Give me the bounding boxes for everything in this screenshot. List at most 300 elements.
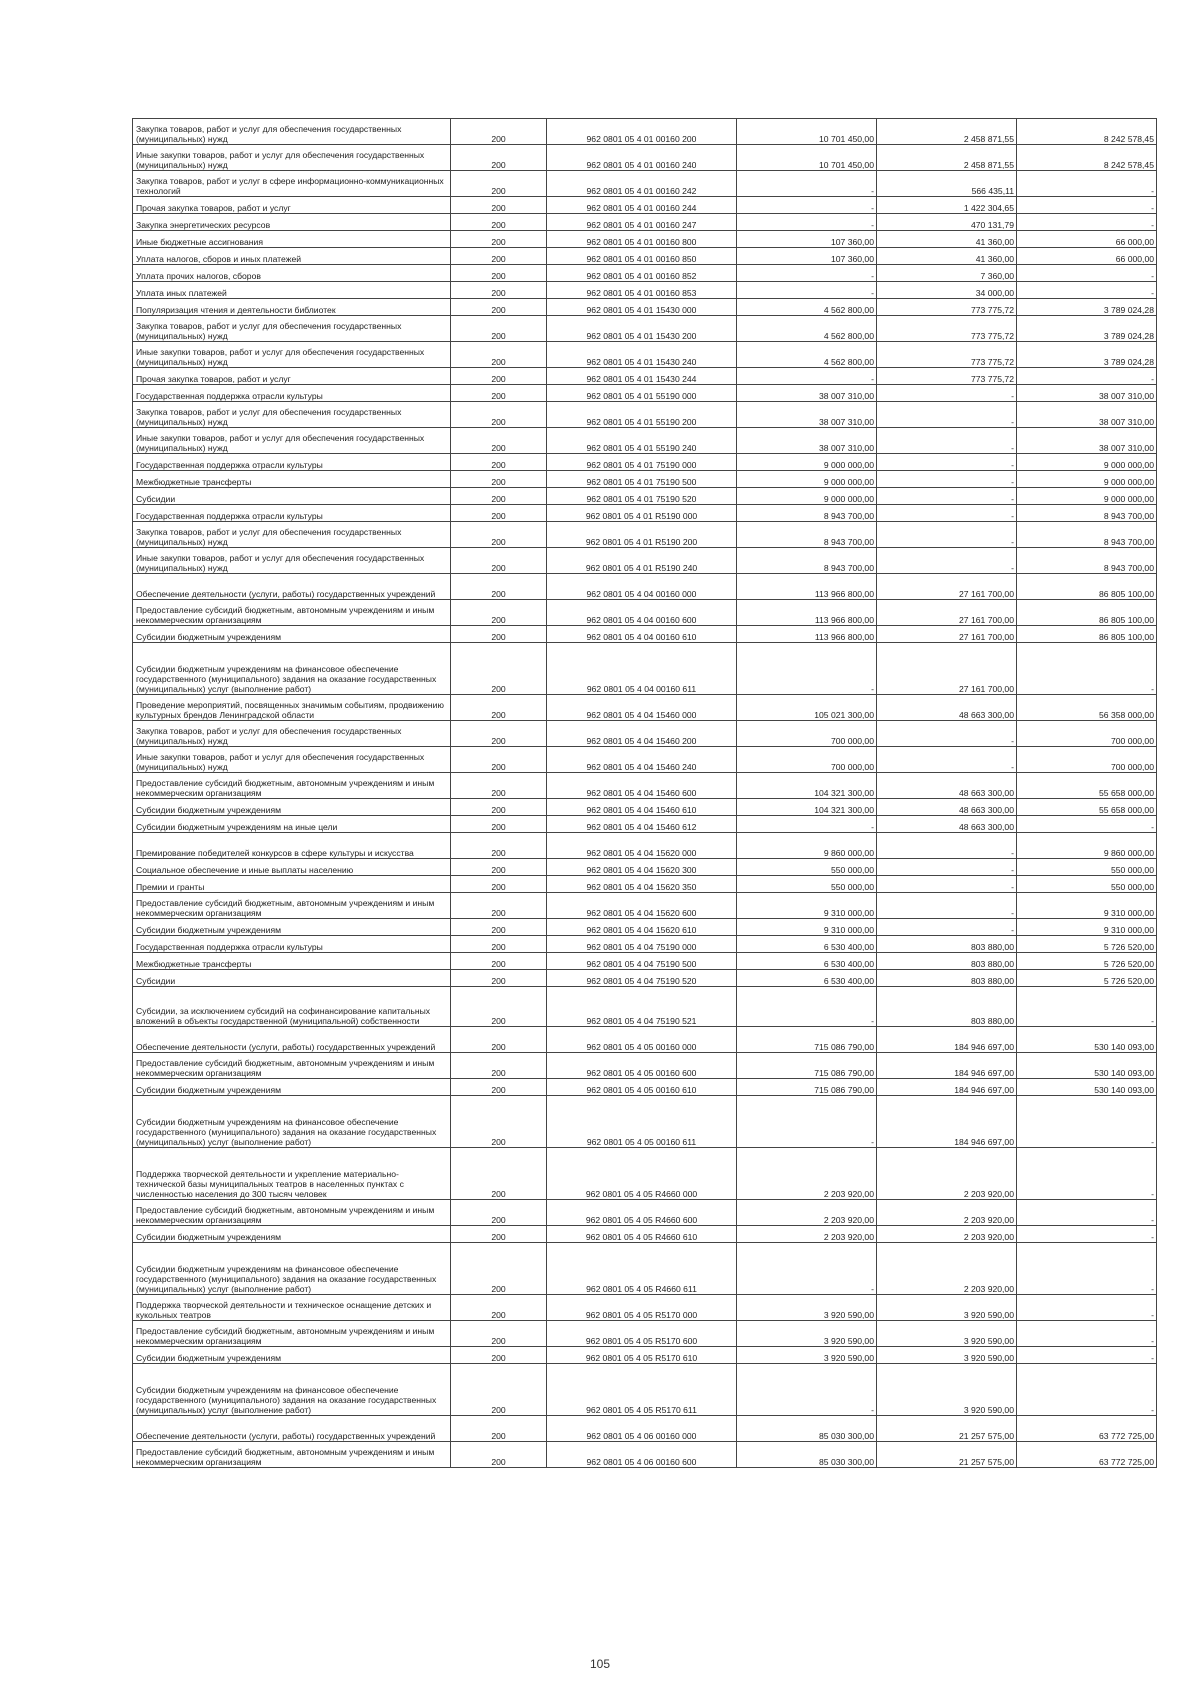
table-row [133, 816, 1157, 833]
table-row [133, 859, 1157, 876]
row-name-cell: Предоставление субсидий бюджетным, автономным учреждениям и иным некоммерческим организациям [133, 1200, 451, 1226]
row-line-code-cell: 200 [451, 385, 547, 402]
row-executed-cell: - [877, 454, 1017, 471]
row-approved-cell: 38 007 310,00 [737, 428, 877, 454]
row-unexecuted-cell: 530 140 093,00 [1017, 1053, 1157, 1079]
row-line-code-cell: 200 [451, 1416, 547, 1442]
row-budget-code-cell: 962 0801 05 4 04 15460 610 [547, 799, 737, 816]
row-name-cell: Закупка товаров, работ и услуг в сфере информационно-коммуникационных технологий [133, 171, 451, 197]
row-line-code-cell: 200 [451, 970, 547, 987]
row-unexecuted-cell: 530 140 093,00 [1017, 1027, 1157, 1053]
row-executed-cell: - [877, 747, 1017, 773]
row-name-cell: Субсидии [133, 488, 451, 505]
row-unexecuted-cell: 8 242 578,45 [1017, 145, 1157, 171]
row-budget-code-cell: 962 0801 05 4 01 00160 244 [547, 197, 737, 214]
row-line-code-cell: 200 [451, 428, 547, 454]
row-executed-cell: 2 203 920,00 [877, 1226, 1017, 1243]
row-line-code-cell: 200 [451, 643, 547, 695]
row-budget-code-cell: 962 0801 05 4 05 R4660 000 [547, 1148, 737, 1200]
row-name-cell: Предоставление субсидий бюджетным, автономным учреждениям и иным некоммерческим организациям [133, 893, 451, 919]
table-row [133, 626, 1157, 643]
row-executed-cell: 773 775,72 [877, 342, 1017, 368]
row-executed-cell: 184 946 697,00 [877, 1096, 1017, 1148]
row-budget-code-cell: 962 0801 05 4 05 00160 600 [547, 1053, 737, 1079]
row-name-cell: Обеспечение деятельности (услуги, работы) государственных учреждений [133, 574, 451, 600]
table-row [133, 1321, 1157, 1347]
row-approved-cell: 550 000,00 [737, 859, 877, 876]
row-budget-code-cell: 962 0801 05 4 01 55190 200 [547, 402, 737, 428]
row-unexecuted-cell: 86 805 100,00 [1017, 574, 1157, 600]
row-executed-cell: 3 920 590,00 [877, 1364, 1017, 1416]
table-row [133, 833, 1157, 859]
row-unexecuted-cell: 86 805 100,00 [1017, 626, 1157, 643]
row-approved-cell: 38 007 310,00 [737, 385, 877, 402]
row-approved-cell: 85 030 300,00 [737, 1442, 877, 1468]
row-name-cell: Закупка товаров, работ и услуг для обеспечения государственных (муниципальных) нужд [133, 119, 451, 145]
row-unexecuted-cell: - [1017, 1096, 1157, 1148]
row-unexecuted-cell: 5 726 520,00 [1017, 953, 1157, 970]
row-line-code-cell: 200 [451, 505, 547, 522]
row-name-cell: Проведение мероприятий, посвященных значимым событиям, продвижению культурных брендов Ленинградской области [133, 695, 451, 721]
row-approved-cell: - [737, 1096, 877, 1148]
row-unexecuted-cell: 55 658 000,00 [1017, 799, 1157, 816]
row-executed-cell: 48 663 300,00 [877, 799, 1017, 816]
row-approved-cell: 113 966 800,00 [737, 600, 877, 626]
row-line-code-cell: 200 [451, 859, 547, 876]
row-name-cell: Социальное обеспечение и иные выплаты населению [133, 859, 451, 876]
row-approved-cell: 9 000 000,00 [737, 471, 877, 488]
row-approved-cell: 3 920 590,00 [737, 1347, 877, 1364]
row-executed-cell: 2 203 920,00 [877, 1148, 1017, 1200]
table-row [133, 1053, 1157, 1079]
table-row [133, 316, 1157, 342]
row-approved-cell: 104 321 300,00 [737, 799, 877, 816]
row-line-code-cell: 200 [451, 626, 547, 643]
row-executed-cell: - [877, 522, 1017, 548]
row-unexecuted-cell: 9 000 000,00 [1017, 471, 1157, 488]
row-unexecuted-cell: - [1017, 368, 1157, 385]
row-line-code-cell: 200 [451, 316, 547, 342]
row-name-cell: Популяризация чтения и деятельности библиотек [133, 299, 451, 316]
row-approved-cell: 2 203 920,00 [737, 1148, 877, 1200]
row-approved-cell: 715 086 790,00 [737, 1053, 877, 1079]
table-row [133, 876, 1157, 893]
row-name-cell: Премирование победителей конкурсов в сфере культуры и искусства [133, 833, 451, 859]
row-executed-cell: 41 360,00 [877, 248, 1017, 265]
table-row [133, 643, 1157, 695]
table-row [133, 145, 1157, 171]
row-budget-code-cell: 962 0801 05 4 04 15460 000 [547, 695, 737, 721]
row-unexecuted-cell: - [1017, 214, 1157, 231]
row-approved-cell: 715 086 790,00 [737, 1079, 877, 1096]
table-row [133, 505, 1157, 522]
row-line-code-cell: 200 [451, 1226, 547, 1243]
row-budget-code-cell: 962 0801 05 4 06 00160 600 [547, 1442, 737, 1468]
row-executed-cell: 184 946 697,00 [877, 1027, 1017, 1053]
row-line-code-cell: 200 [451, 231, 547, 248]
row-executed-cell: 27 161 700,00 [877, 574, 1017, 600]
row-executed-cell: 2 458 871,55 [877, 119, 1017, 145]
row-name-cell: Предоставление субсидий бюджетным, автономным учреждениям и иным некоммерческим организациям [133, 600, 451, 626]
row-approved-cell: 4 562 800,00 [737, 299, 877, 316]
row-unexecuted-cell: 8 943 700,00 [1017, 522, 1157, 548]
row-executed-cell: 470 131,79 [877, 214, 1017, 231]
table-row [133, 936, 1157, 953]
table-row [133, 231, 1157, 248]
table-row [133, 574, 1157, 600]
row-unexecuted-cell: - [1017, 643, 1157, 695]
row-budget-code-cell: 962 0801 05 4 06 00160 000 [547, 1416, 737, 1442]
row-executed-cell: 27 161 700,00 [877, 626, 1017, 643]
row-approved-cell: 3 920 590,00 [737, 1295, 877, 1321]
row-name-cell: Уплата налогов, сборов и иных платежей [133, 248, 451, 265]
table-row [133, 799, 1157, 816]
table-row [133, 721, 1157, 747]
row-line-code-cell: 200 [451, 214, 547, 231]
table-row [133, 747, 1157, 773]
row-approved-cell: 9 310 000,00 [737, 919, 877, 936]
row-name-cell: Иные закупки товаров, работ и услуг для обеспечения государственных (муниципальных) нужд [133, 145, 451, 171]
row-line-code-cell: 200 [451, 471, 547, 488]
row-budget-code-cell: 962 0801 05 4 05 R5170 611 [547, 1364, 737, 1416]
row-name-cell: Закупка товаров, работ и услуг для обеспечения государственных (муниципальных) нужд [133, 402, 451, 428]
table-row [133, 214, 1157, 231]
row-budget-code-cell: 962 0801 05 4 04 75190 520 [547, 970, 737, 987]
table-row [133, 402, 1157, 428]
row-approved-cell: - [737, 368, 877, 385]
row-name-cell: Предоставление субсидий бюджетным, автономным учреждениям и иным некоммерческим организациям [133, 1442, 451, 1468]
budget-execution-table [132, 118, 1157, 1468]
row-approved-cell: 10 701 450,00 [737, 145, 877, 171]
table-row [133, 385, 1157, 402]
row-budget-code-cell: 962 0801 05 4 05 R4660 600 [547, 1200, 737, 1226]
row-approved-cell: - [737, 171, 877, 197]
row-executed-cell: 184 946 697,00 [877, 1079, 1017, 1096]
row-executed-cell: - [877, 505, 1017, 522]
row-unexecuted-cell: 66 000,00 [1017, 248, 1157, 265]
row-line-code-cell: 200 [451, 816, 547, 833]
row-unexecuted-cell: - [1017, 1226, 1157, 1243]
row-executed-cell: - [877, 548, 1017, 574]
row-executed-cell: 773 775,72 [877, 368, 1017, 385]
row-approved-cell: 113 966 800,00 [737, 574, 877, 600]
row-approved-cell: 38 007 310,00 [737, 402, 877, 428]
row-approved-cell: 9 000 000,00 [737, 454, 877, 471]
row-approved-cell: 9 310 000,00 [737, 893, 877, 919]
row-unexecuted-cell: 66 000,00 [1017, 231, 1157, 248]
row-approved-cell: 700 000,00 [737, 747, 877, 773]
row-budget-code-cell: 962 0801 05 4 04 15460 240 [547, 747, 737, 773]
row-unexecuted-cell: 550 000,00 [1017, 859, 1157, 876]
table-body [133, 119, 1157, 1468]
row-executed-cell: 27 161 700,00 [877, 600, 1017, 626]
row-executed-cell: 48 663 300,00 [877, 816, 1017, 833]
row-budget-code-cell: 962 0801 05 4 04 00160 610 [547, 626, 737, 643]
row-approved-cell: 107 360,00 [737, 231, 877, 248]
row-name-cell: Прочая закупка товаров, работ и услуг [133, 197, 451, 214]
row-budget-code-cell: 962 0801 05 4 01 00160 200 [547, 119, 737, 145]
row-unexecuted-cell: 530 140 093,00 [1017, 1079, 1157, 1096]
row-unexecuted-cell: 700 000,00 [1017, 747, 1157, 773]
row-budget-code-cell: 962 0801 05 4 04 15620 600 [547, 893, 737, 919]
row-executed-cell: 803 880,00 [877, 987, 1017, 1027]
row-unexecuted-cell: 38 007 310,00 [1017, 402, 1157, 428]
row-budget-code-cell: 962 0801 05 4 05 R4660 611 [547, 1243, 737, 1295]
row-name-cell: Субсидии бюджетным учреждениям [133, 1347, 451, 1364]
row-budget-code-cell: 962 0801 05 4 05 R4660 610 [547, 1226, 737, 1243]
row-executed-cell: 41 360,00 [877, 231, 1017, 248]
row-line-code-cell: 200 [451, 1027, 547, 1053]
row-executed-cell: 803 880,00 [877, 936, 1017, 953]
row-approved-cell: 4 562 800,00 [737, 342, 877, 368]
row-line-code-cell: 200 [451, 747, 547, 773]
table-row [133, 919, 1157, 936]
row-approved-cell: - [737, 987, 877, 1027]
row-name-cell: Субсидии бюджетным учреждениям [133, 626, 451, 643]
table-row [133, 368, 1157, 385]
row-executed-cell: 3 920 590,00 [877, 1321, 1017, 1347]
row-line-code-cell: 200 [451, 773, 547, 799]
row-name-cell: Закупка энергетических ресурсов [133, 214, 451, 231]
row-executed-cell: 48 663 300,00 [877, 695, 1017, 721]
row-name-cell: Субсидии [133, 970, 451, 987]
row-unexecuted-cell: 56 358 000,00 [1017, 695, 1157, 721]
row-executed-cell: - [877, 919, 1017, 936]
row-executed-cell: - [877, 721, 1017, 747]
row-line-code-cell: 200 [451, 368, 547, 385]
row-approved-cell: 3 920 590,00 [737, 1321, 877, 1347]
row-unexecuted-cell: - [1017, 987, 1157, 1027]
row-approved-cell: 104 321 300,00 [737, 773, 877, 799]
row-executed-cell: - [877, 488, 1017, 505]
row-unexecuted-cell: 3 789 024,28 [1017, 299, 1157, 316]
row-executed-cell: 3 920 590,00 [877, 1347, 1017, 1364]
table-row [133, 299, 1157, 316]
row-unexecuted-cell: 9 000 000,00 [1017, 488, 1157, 505]
row-line-code-cell: 200 [451, 248, 547, 265]
row-name-cell: Субсидии бюджетным учреждениям [133, 799, 451, 816]
row-approved-cell: 8 943 700,00 [737, 548, 877, 574]
row-approved-cell: - [737, 214, 877, 231]
row-budget-code-cell: 962 0801 05 4 04 15620 610 [547, 919, 737, 936]
row-budget-code-cell: 962 0801 05 4 04 15620 000 [547, 833, 737, 859]
row-line-code-cell: 200 [451, 454, 547, 471]
table-row [133, 248, 1157, 265]
row-name-cell: Субсидии бюджетным учреждениям на иные цели [133, 816, 451, 833]
row-line-code-cell: 200 [451, 1364, 547, 1416]
table-row [133, 1079, 1157, 1096]
row-name-cell: Закупка товаров, работ и услуг для обеспечения государственных (муниципальных) нужд [133, 522, 451, 548]
row-budget-code-cell: 962 0801 05 4 05 R5170 600 [547, 1321, 737, 1347]
row-line-code-cell: 200 [451, 402, 547, 428]
row-line-code-cell: 200 [451, 1148, 547, 1200]
row-name-cell: Субсидии бюджетным учреждениям [133, 919, 451, 936]
row-name-cell: Обеспечение деятельности (услуги, работы) государственных учреждений [133, 1416, 451, 1442]
row-name-cell: Субсидии бюджетным учреждениям на финансовое обеспечение государственного (муниципального) задания на оказание государственных (муниципальных) услуг (выполнение работ) [133, 643, 451, 695]
row-approved-cell: - [737, 265, 877, 282]
row-executed-cell: 803 880,00 [877, 953, 1017, 970]
row-budget-code-cell: 962 0801 05 4 04 15620 300 [547, 859, 737, 876]
row-approved-cell: - [737, 643, 877, 695]
row-line-code-cell: 200 [451, 1442, 547, 1468]
table-row [133, 893, 1157, 919]
table-row [133, 1295, 1157, 1321]
row-line-code-cell: 200 [451, 987, 547, 1027]
row-unexecuted-cell: 8 242 578,45 [1017, 119, 1157, 145]
row-budget-code-cell: 962 0801 05 4 01 00160 800 [547, 231, 737, 248]
row-unexecuted-cell: - [1017, 1200, 1157, 1226]
row-budget-code-cell: 962 0801 05 4 04 75190 000 [547, 936, 737, 953]
table-row [133, 1442, 1157, 1468]
table-row [133, 1243, 1157, 1295]
row-budget-code-cell: 962 0801 05 4 01 00160 850 [547, 248, 737, 265]
row-unexecuted-cell: 38 007 310,00 [1017, 428, 1157, 454]
table-row [133, 454, 1157, 471]
table-row [133, 1148, 1157, 1200]
row-executed-cell: - [877, 385, 1017, 402]
row-line-code-cell: 200 [451, 1295, 547, 1321]
row-executed-cell: - [877, 859, 1017, 876]
row-executed-cell: - [877, 876, 1017, 893]
row-approved-cell: 8 943 700,00 [737, 522, 877, 548]
row-budget-code-cell: 962 0801 05 4 01 00160 852 [547, 265, 737, 282]
row-line-code-cell: 200 [451, 171, 547, 197]
table-row [133, 1226, 1157, 1243]
row-line-code-cell: 200 [451, 299, 547, 316]
row-line-code-cell: 200 [451, 548, 547, 574]
table-row [133, 282, 1157, 299]
table-row [133, 471, 1157, 488]
table-row [133, 987, 1157, 1027]
row-unexecuted-cell: 8 943 700,00 [1017, 505, 1157, 522]
row-executed-cell: 2 458 871,55 [877, 145, 1017, 171]
row-name-cell: Предоставление субсидий бюджетным, автономным учреждениям и иным некоммерческим организациям [133, 1053, 451, 1079]
row-approved-cell: 6 530 400,00 [737, 953, 877, 970]
row-name-cell: Уплата прочих налогов, сборов [133, 265, 451, 282]
row-approved-cell: 6 530 400,00 [737, 936, 877, 953]
row-line-code-cell: 200 [451, 721, 547, 747]
row-line-code-cell: 200 [451, 893, 547, 919]
page-number: 105 [589, 1657, 611, 1671]
row-unexecuted-cell: - [1017, 282, 1157, 299]
row-budget-code-cell: 962 0801 05 4 04 15460 200 [547, 721, 737, 747]
row-executed-cell: 21 257 575,00 [877, 1442, 1017, 1468]
row-name-cell: Субсидии, за исключением субсидий на софинансирование капитальных вложений в объекты государственной (муниципальной) собственности [133, 987, 451, 1027]
row-line-code-cell: 200 [451, 522, 547, 548]
row-name-cell: Субсидии бюджетным учреждениям [133, 1226, 451, 1243]
table-row [133, 428, 1157, 454]
row-line-code-cell: 200 [451, 799, 547, 816]
row-name-cell: Закупка товаров, работ и услуг для обеспечения государственных (муниципальных) нужд [133, 721, 451, 747]
row-unexecuted-cell: 5 726 520,00 [1017, 970, 1157, 987]
row-line-code-cell: 200 [451, 1053, 547, 1079]
row-unexecuted-cell: 63 772 725,00 [1017, 1442, 1157, 1468]
row-unexecuted-cell: - [1017, 1364, 1157, 1416]
table-row [133, 171, 1157, 197]
row-budget-code-cell: 962 0801 05 4 04 75190 521 [547, 987, 737, 1027]
row-budget-code-cell: 962 0801 05 4 01 00160 247 [547, 214, 737, 231]
table-row [133, 600, 1157, 626]
row-name-cell: Государственная поддержка отрасли культуры [133, 454, 451, 471]
table-row [133, 488, 1157, 505]
row-approved-cell: 700 000,00 [737, 721, 877, 747]
row-name-cell: Премии и гранты [133, 876, 451, 893]
row-budget-code-cell: 962 0801 05 4 01 75190 520 [547, 488, 737, 505]
row-line-code-cell: 200 [451, 265, 547, 282]
row-name-cell: Предоставление субсидий бюджетным, автономным учреждениям и иным некоммерческим организациям [133, 773, 451, 799]
row-executed-cell: - [877, 893, 1017, 919]
table-row [133, 265, 1157, 282]
row-approved-cell: 105 021 300,00 [737, 695, 877, 721]
row-budget-code-cell: 962 0801 05 4 01 00160 853 [547, 282, 737, 299]
row-approved-cell: 9 000 000,00 [737, 488, 877, 505]
row-name-cell: Субсидии бюджетным учреждениям [133, 1079, 451, 1096]
row-line-code-cell: 200 [451, 197, 547, 214]
row-line-code-cell: 200 [451, 876, 547, 893]
row-executed-cell: 566 435,11 [877, 171, 1017, 197]
row-budget-code-cell: 962 0801 05 4 01 R5190 200 [547, 522, 737, 548]
row-budget-code-cell: 962 0801 05 4 04 00160 000 [547, 574, 737, 600]
row-budget-code-cell: 962 0801 05 4 04 00160 600 [547, 600, 737, 626]
row-executed-cell: 184 946 697,00 [877, 1053, 1017, 1079]
row-unexecuted-cell: 8 943 700,00 [1017, 548, 1157, 574]
row-line-code-cell: 200 [451, 1347, 547, 1364]
row-name-cell: Субсидии бюджетным учреждениям на финансовое обеспечение государственного (муниципального) задания на оказание государственных (муниципальных) услуг (выполнение работ) [133, 1096, 451, 1148]
row-budget-code-cell: 962 0801 05 4 01 55190 000 [547, 385, 737, 402]
row-line-code-cell: 200 [451, 488, 547, 505]
row-executed-cell: 7 360,00 [877, 265, 1017, 282]
table-row [133, 1416, 1157, 1442]
row-name-cell: Закупка товаров, работ и услуг для обеспечения государственных (муниципальных) нужд [133, 316, 451, 342]
table-row [133, 695, 1157, 721]
row-approved-cell: - [737, 816, 877, 833]
row-approved-cell: 9 860 000,00 [737, 833, 877, 859]
row-executed-cell: 1 422 304,65 [877, 197, 1017, 214]
row-line-code-cell: 200 [451, 936, 547, 953]
table-row [133, 773, 1157, 799]
row-approved-cell: 550 000,00 [737, 876, 877, 893]
row-executed-cell: 773 775,72 [877, 299, 1017, 316]
row-unexecuted-cell: 38 007 310,00 [1017, 385, 1157, 402]
row-budget-code-cell: 962 0801 05 4 01 00160 242 [547, 171, 737, 197]
row-line-code-cell: 200 [451, 953, 547, 970]
row-budget-code-cell: 962 0801 05 4 04 75190 500 [547, 953, 737, 970]
row-unexecuted-cell: - [1017, 1243, 1157, 1295]
row-executed-cell: 21 257 575,00 [877, 1416, 1017, 1442]
row-budget-code-cell: 962 0801 05 4 01 15430 240 [547, 342, 737, 368]
row-line-code-cell: 200 [451, 1321, 547, 1347]
row-executed-cell: 2 203 920,00 [877, 1200, 1017, 1226]
row-name-cell: Уплата иных платежей [133, 282, 451, 299]
row-unexecuted-cell: 9 310 000,00 [1017, 893, 1157, 919]
table-row [133, 548, 1157, 574]
row-budget-code-cell: 962 0801 05 4 01 15430 200 [547, 316, 737, 342]
row-approved-cell: - [737, 1243, 877, 1295]
row-unexecuted-cell: 55 658 000,00 [1017, 773, 1157, 799]
row-unexecuted-cell: - [1017, 1295, 1157, 1321]
row-budget-code-cell: 962 0801 05 4 04 00160 611 [547, 643, 737, 695]
row-line-code-cell: 200 [451, 342, 547, 368]
row-line-code-cell: 200 [451, 600, 547, 626]
row-line-code-cell: 200 [451, 1200, 547, 1226]
table-row [133, 953, 1157, 970]
row-executed-cell: 2 203 920,00 [877, 1243, 1017, 1295]
row-approved-cell: 113 966 800,00 [737, 626, 877, 643]
row-approved-cell: 85 030 300,00 [737, 1416, 877, 1442]
row-approved-cell: - [737, 1364, 877, 1416]
table-row [133, 1364, 1157, 1416]
row-name-cell: Иные бюджетные ассигнования [133, 231, 451, 248]
